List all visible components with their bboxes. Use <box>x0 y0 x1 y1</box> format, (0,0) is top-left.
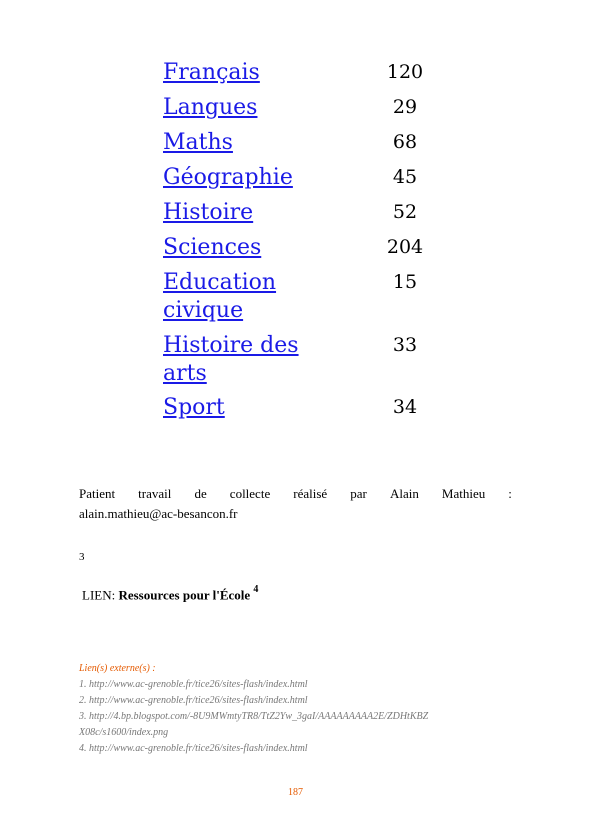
credit-word: collecte <box>229 486 271 501</box>
credit-word: Alain <box>389 486 419 501</box>
lien-line <box>82 586 258 603</box>
external-link-3-continued[interactable]: X08c/s1600/index.png <box>79 727 169 738</box>
lien-footnote-ref: 4 <box>253 584 259 595</box>
subject-count-education-civique: 15 <box>392 271 418 293</box>
page-number: 187 <box>288 787 303 798</box>
subject-count-histoire: 52 <box>392 201 418 223</box>
subject-link-maths[interactable]: Maths <box>163 130 233 155</box>
subject-link-education-civique[interactable]: Education civique <box>163 270 277 323</box>
external-link-1[interactable]: 1. http://www.ac-grenoble.fr/tice26/sites-flash/index.html <box>79 679 308 690</box>
external-link-3[interactable]: 3. http://4.bp.blogspot.com/-8U9MWmtyTR8/TtZ2Yw_3gaI/AAAAAAAAA2E/ZDHtKBZ <box>79 711 429 722</box>
subject-link-histoire[interactable]: Histoire <box>163 200 254 225</box>
credit-word: : <box>508 486 512 501</box>
external-link-2[interactable]: 2. http://www.ac-grenoble.fr/tice26/sites-flash/index.html <box>79 695 308 706</box>
external-links-heading: Lien(s) externe(s) : <box>79 663 156 674</box>
subject-link-langues[interactable]: Langues <box>163 95 258 120</box>
lien-title[interactable]: Ressources pour l'École <box>118 587 251 603</box>
external-link-4[interactable]: 4. http://www.ac-grenoble.fr/tice26/sites-flash/index.html <box>79 743 308 754</box>
credit-word: par <box>350 486 367 501</box>
subject-count-sciences: 204 <box>386 236 424 258</box>
credit-word: de <box>194 486 207 501</box>
credit-email[interactable]: alain.mathieu@ac-besancon.fr <box>79 506 238 521</box>
subject-count-histoire-des-arts: 33 <box>392 334 418 356</box>
credit-word: Patient <box>79 486 116 501</box>
footnote-number: 3 <box>79 551 85 563</box>
subject-link-histoire-des-arts[interactable]: Histoire des arts <box>163 333 299 386</box>
external-links <box>79 661 499 757</box>
subject-count-francais: 120 <box>386 61 424 83</box>
credit-line <box>79 484 512 504</box>
credit-word: travail <box>138 486 172 501</box>
subject-link-sport[interactable]: Sport <box>163 395 225 420</box>
credit-word: Mathieu <box>441 486 486 501</box>
subject-count-geographie: 45 <box>392 166 418 188</box>
credit-word: réalisé <box>293 486 328 501</box>
subject-link-francais[interactable]: Français <box>163 60 260 85</box>
subject-count-maths: 68 <box>392 131 418 153</box>
subject-count-sport: 34 <box>392 396 418 418</box>
credit-paragraph <box>79 484 512 524</box>
lien-prefix: LIEN: <box>82 587 116 603</box>
subject-link-sciences[interactable]: Sciences <box>163 235 262 260</box>
subject-count-langues: 29 <box>392 96 418 118</box>
subject-link-geographie[interactable]: Géographie <box>163 165 293 190</box>
